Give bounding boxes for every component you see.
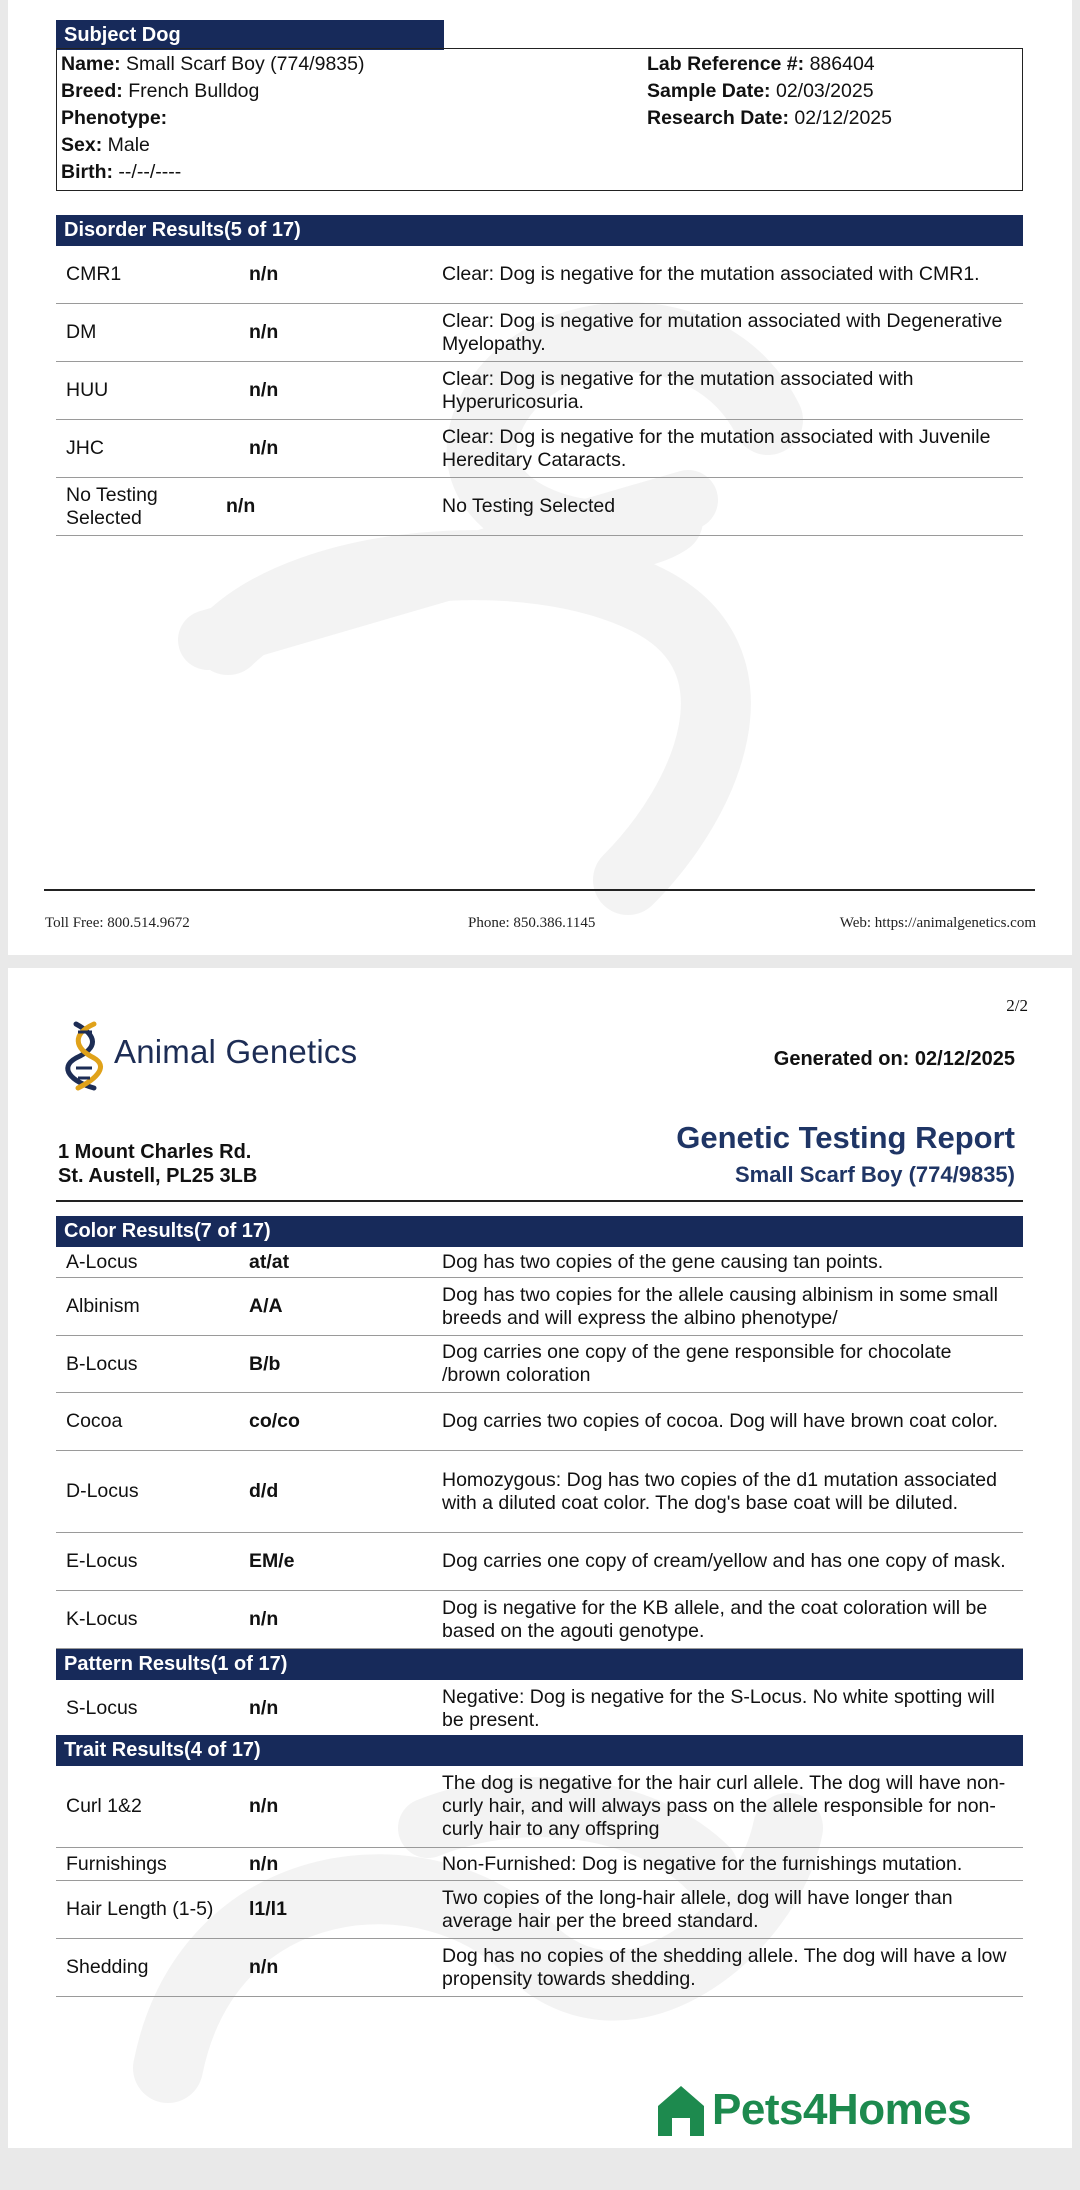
test-name: HUU: [66, 379, 109, 401]
test-name: Curl 1&2: [66, 1795, 142, 1817]
subject-dog-header: Subject Dog: [56, 20, 444, 50]
color-results-header: Color Results(7 of 17): [56, 1216, 1023, 1247]
table-row: [56, 1451, 1023, 1533]
generated-date: Generated on: 02/12/2025: [773, 1048, 1015, 1070]
table-row: [56, 1533, 1023, 1591]
test-name: Furnishings: [66, 1852, 167, 1875]
name-field: Name: Small Scarf Boy (774/9835): [61, 53, 365, 75]
result-description: Dog has no copies of the shedding allele. The dog will have a low propensity towards shedding.: [442, 1944, 1007, 1990]
result-description: Dog carries two copies of cocoa. Dog will have brown coat color.: [442, 1410, 999, 1432]
result-description: Clear: Dog is negative for mutation associated with Degenerative Myelopathy.: [442, 309, 1003, 355]
test-name: B-Locus: [66, 1352, 138, 1375]
report-page-1: [8, 0, 1072, 955]
table-row: [56, 362, 1023, 420]
genotype: d/d: [249, 1480, 279, 1502]
test-name: CMR1: [66, 263, 122, 285]
genotype: B/b: [249, 1352, 281, 1375]
sex-field: Sex: Male: [61, 134, 150, 156]
genotype: n/n: [249, 379, 279, 401]
result-description: Dog is negative for the KB allele, and the coat coloration will be based on the agouti genotype.: [442, 1596, 988, 1642]
result-description: Non-Furnished: Dog is negative for the furnishings mutation.: [442, 1852, 963, 1875]
result-description: Clear: Dog is negative for the mutation associated with Juvenile Hereditary Cataracts.: [442, 425, 991, 471]
test-name: K-Locus: [66, 1608, 138, 1630]
footer-divider: [44, 889, 1035, 891]
color-results-table: [56, 1247, 1023, 1649]
genotype: n/n: [226, 495, 256, 517]
pets4homes-text: Pets4Homes: [712, 2085, 972, 2134]
result-description: No Testing Selected: [442, 495, 616, 517]
table-row: [56, 1336, 1023, 1393]
toll-free-text: Toll Free: 800.514.9672: [45, 915, 190, 931]
genotype: n/n: [249, 263, 279, 285]
lab-reference-field: Lab Reference #: 886404: [647, 53, 875, 75]
table-row: [56, 1591, 1023, 1649]
genotype: A/A: [249, 1295, 283, 1317]
result-description: The dog is negative for the hair curl allele. The dog will have non-curly hair, and will always pass on the allele responsible for non-curly hair to any offspring: [442, 1772, 1006, 1840]
genotype: n/n: [249, 1956, 279, 1978]
result-description: Two copies of the long-hair allele, dog will have longer than average hair per the breed standard.: [442, 1886, 953, 1932]
pattern-results-header: Pattern Results(1 of 17): [56, 1649, 1023, 1680]
genotype: n/n: [249, 1795, 279, 1817]
test-name: DM: [66, 321, 97, 343]
disorder-results-table: [56, 246, 1023, 536]
sample-date-field: Sample Date: 02/03/2025: [647, 80, 874, 102]
test-name: Shedding: [66, 1956, 149, 1978]
table-row: [56, 1247, 1023, 1278]
genotype: EM/e: [249, 1550, 295, 1572]
pets4homes-watermark: [654, 2082, 971, 2138]
genotype: n/n: [249, 1608, 279, 1630]
breed-field: Breed: French Bulldog: [61, 80, 260, 102]
animal-genetics-logo: Animal Genetics: [114, 1033, 358, 1070]
report-page-2: [8, 968, 1072, 2148]
trait-results-header: Trait Results(4 of 17): [56, 1735, 1023, 1766]
disorder-results-header: Disorder Results(5 of 17): [56, 215, 1023, 246]
genotype: co/co: [249, 1410, 300, 1432]
pattern-results-table: [56, 1680, 1023, 1738]
result-description: Dog carries one copy of the gene responsible for chocolate /brown coloration: [442, 1341, 952, 1386]
table-row: [56, 478, 1023, 536]
birth-field: Birth: --/--/----: [61, 161, 182, 183]
table-row: [56, 304, 1023, 362]
house-logo-icon: [654, 2082, 708, 2138]
report-subtitle: Small Scarf Boy (774/9835): [734, 1162, 1015, 1187]
research-date-field: Research Date: 02/12/2025: [647, 107, 893, 129]
report-title: Genetic Testing Report: [676, 1120, 1015, 1155]
table-row: [56, 1393, 1023, 1451]
genotype: n/n: [249, 437, 279, 459]
genotype: n/n: [249, 1852, 279, 1875]
test-name: D-Locus: [66, 1480, 139, 1502]
phenotype-field: Phenotype:: [61, 107, 168, 129]
result-description: Clear: Dog is negative for the mutation associated with Hyperuricosuria.: [442, 367, 914, 413]
subject-dog-box: [56, 48, 1023, 191]
table-row: [56, 246, 1023, 304]
trait-results-table: [56, 1766, 1023, 1997]
genotype: l1/l1: [249, 1898, 287, 1920]
result-description: Clear: Dog is negative for the mutation associated with CMR1.: [442, 263, 980, 285]
test-name: Cocoa: [66, 1410, 123, 1432]
genotype: at/at: [249, 1250, 290, 1273]
table-row: [56, 1881, 1023, 1939]
page-number: 2/2: [1006, 996, 1028, 1015]
result-description: Negative: Dog is negative for the S-Locus. No white spotting will be present.: [442, 1685, 995, 1731]
table-row: [56, 1766, 1023, 1848]
test-name: A-Locus: [66, 1250, 138, 1273]
table-row: [56, 1939, 1023, 1997]
test-name: JHC: [66, 437, 104, 459]
table-row: [56, 1680, 1023, 1738]
table-row: [56, 1278, 1023, 1336]
genotype: n/n: [249, 321, 279, 343]
web-link[interactable]: Web: https://animalgenetics.com: [839, 915, 1036, 931]
result-description: Dog carries one copy of cream/yellow and has one copy of mask.: [442, 1550, 1006, 1572]
test-name: Hair Length (1-5): [66, 1898, 214, 1920]
dna-logo-icon: [64, 1020, 108, 1092]
test-name: E-Locus: [66, 1550, 138, 1572]
header-divider: [56, 1200, 1023, 1202]
table-row: [56, 420, 1023, 478]
phone-text: Phone: 850.386.1145: [468, 915, 596, 931]
test-name: S-Locus: [66, 1697, 138, 1719]
result-description: Dog has two copies of the gene causing tan points.: [442, 1250, 884, 1273]
table-row: [56, 1848, 1023, 1881]
address-line-2: St. Austell, PL25 3LB: [58, 1165, 258, 1187]
address-line-1: 1 Mount Charles Rd.: [58, 1141, 252, 1163]
result-description: Dog has two copies for the allele causing albinism in some small breeds and will express the albino phenotype/: [442, 1283, 999, 1329]
genotype: n/n: [249, 1697, 279, 1719]
result-description: Homozygous: Dog has two copies of the d1 mutation associated with a diluted coat color. The dog's base coat will be diluted.: [442, 1468, 997, 1514]
test-name: No Testing Selected: [66, 483, 158, 529]
test-name: Albinism: [66, 1295, 140, 1317]
